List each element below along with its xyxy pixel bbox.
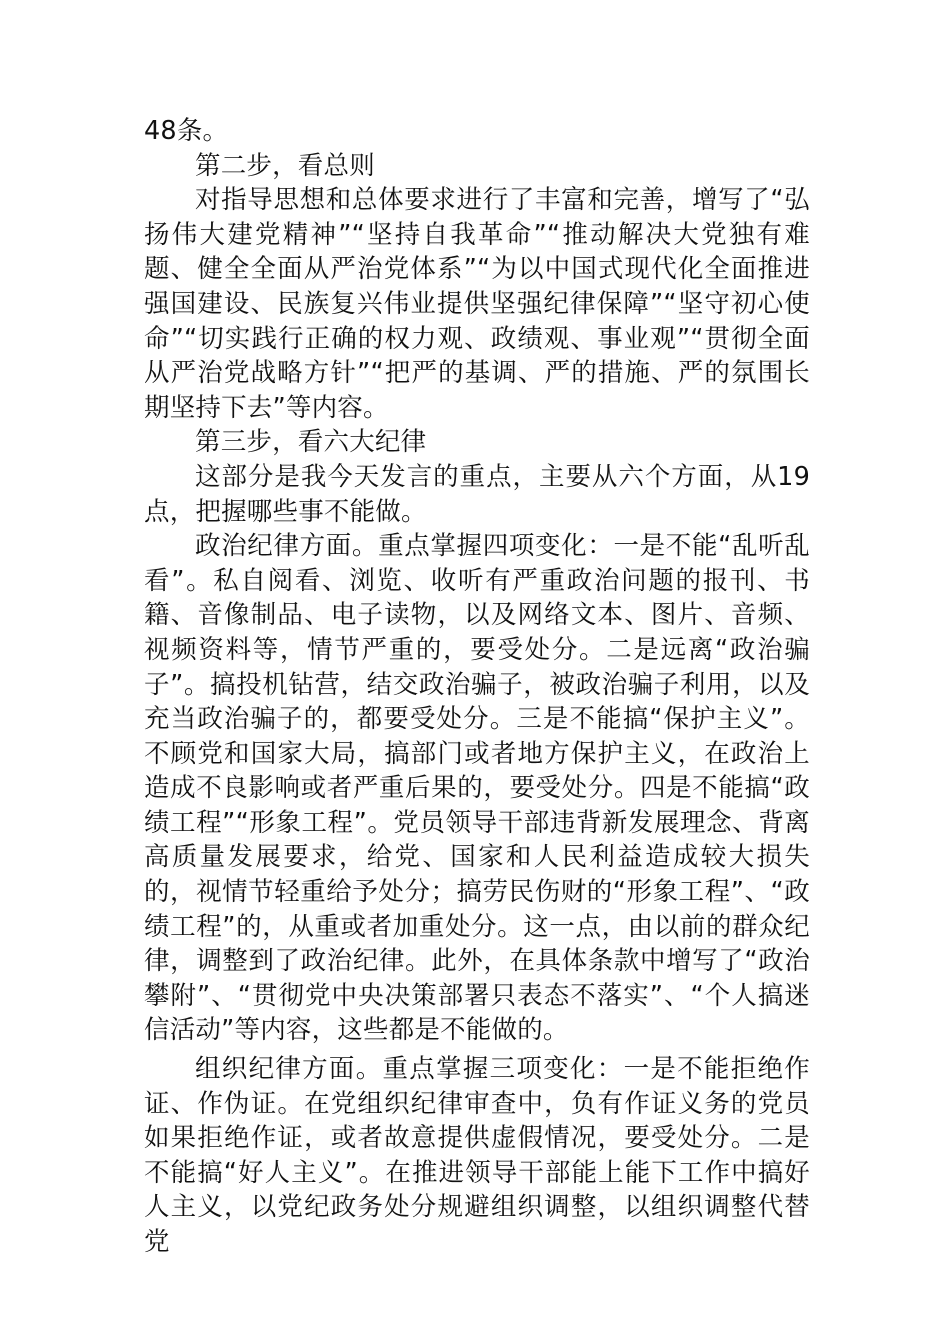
heading-step-three: 第三步，看六大纪律 [195, 427, 427, 458]
paragraph-article-count: 48条。 [144, 116, 229, 146]
paragraph-organizational-discipline: 组织纪律方面。重点掌握三项变化：一是不能拒绝作证、作伪证。在党组织纪律审查中，负有作证义务的党员如果拒绝作证，或者故意提供虚假情况，要受处分。二是不能搞“好人主义”。在推进领导干部能上能下工作中搞好人主义，以党纪政务处分规避组织调整，以组织调整代替党 [144, 1054, 810, 1257]
paragraph-six-disciplines-intro: 这部分是我今天发言的重点，主要从六个方面，从19点，把握哪些事不能做。 [144, 461, 810, 527]
heading-step-two: 第二步，看总则 [195, 150, 375, 181]
paragraph-political-discipline: 政治纪律方面。重点掌握四项变化：一是不能“乱听乱看”。私自阅看、浏览、收听有严重政治问题的报刊、书籍、音像制品、电子读物，以及网络文本、图片、音频、视频资料等，情节严重的，要受处分。二是远离“政治骗子”。搞投机钻营，结交政治骗子，被政治骗子利用，以及充当政治骗子的，都要受处分。三是不能搞“保护主义”。不顾党和国家大局，搞部门或者地方保护主义，在政治上造成不良影响或者严重后果的，要受处分。四是不能搞“政绩工程”“形象工程”。党员领导干部违背新发展理念、背离高质量发展要求，给党、国家和人民利益造成较大损失的，视情节轻重给予处分；搞劳民伤财的“形象工程”、“政绩工程”的，从重或者加重处分。这一点，由以前的群众纪律，调整到了政治纪律。此外，在具体条款中增写了“政治攀附”、“贯彻党中央决策部署只表态不落实”、“个人搞迷信活动”等内容，这些都是不能做的。 [144, 531, 810, 1046]
paragraph-general-principles: 对指导思想和总体要求进行了丰富和完善，增写了“弘扬伟大建党精神”“坚持自我革命”“推动解决大党独有难题、健全全面从严治党体系”“为以中国式现代化全面推进强国建设、民族复兴伟业提供坚强纪律保障”“坚守初心使命”“切实践行正确的权力观、政绩观、事业观”“贯彻全面从严治党战略方针”“把严的基调、严的措施、严的氛围长期坚持下去”等内容。 [144, 185, 810, 423]
document-body [144, 114, 810, 1260]
